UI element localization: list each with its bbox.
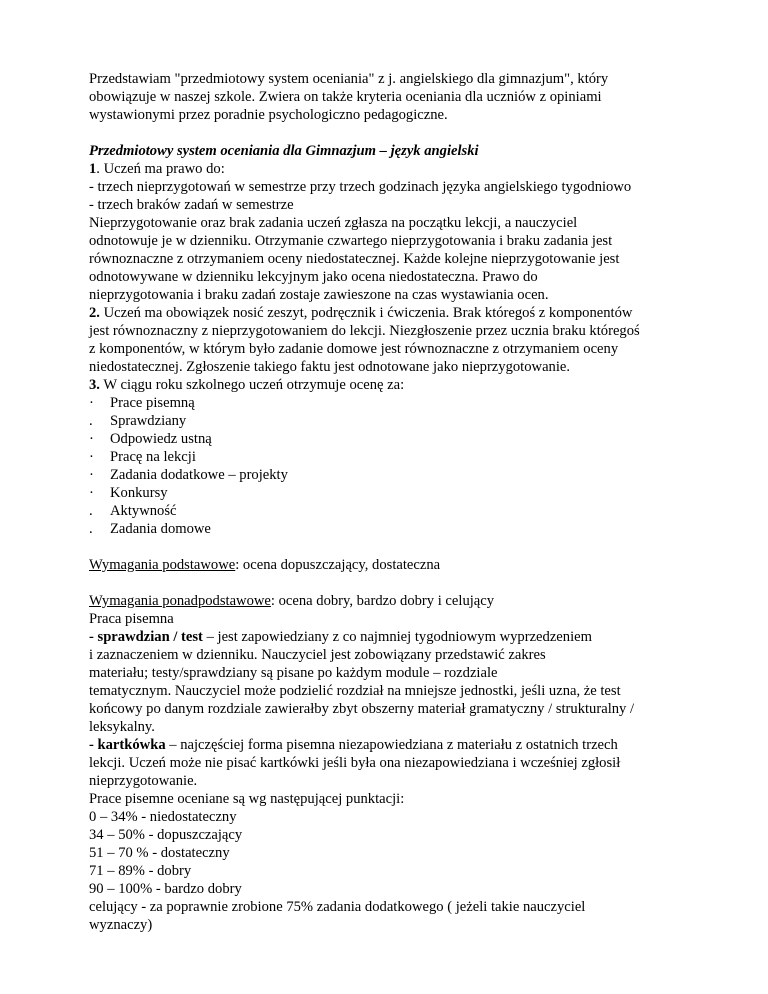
test-line-3: materiału; testy/sprawdziany są pisane po każdym module – rozdziale xyxy=(89,665,498,681)
list-bullet: · xyxy=(89,467,94,483)
quiz-line-1 xyxy=(89,736,618,754)
test-label: - sprawdzian / test xyxy=(89,629,203,645)
advanced-requirements-label: Wymagania ponadpodstawowe xyxy=(89,593,271,609)
test-line-6: leksykalny. xyxy=(89,719,155,735)
scale-row: 0 – 34% - niedostateczny xyxy=(89,809,237,825)
list-bullet: . xyxy=(89,521,93,537)
basic-requirements-label: Wymagania podstawowe xyxy=(89,557,236,573)
point-2-line-3: z komponentów, w którym było zadanie domowe jest równoznaczne z otrzymaniem oceny xyxy=(89,341,619,357)
intro-line-1: Przedstawiam "przedmiotowy system oceniania" z j. angielskiego dla gimnazjum", który xyxy=(89,71,609,87)
test-line-2: i zaznaczeniem w dzienniku. Nauczyciel jest zobowiązany przedstawić zakres xyxy=(89,647,546,663)
list-item: Zadania domowe xyxy=(110,521,211,537)
point-2-text: Uczeń ma obowiązek nosić zeszyt, podręcznik i ćwiczenia. Brak któregoś z komponentów xyxy=(99,305,633,321)
quiz-line-3: nieprzygotowanie. xyxy=(89,773,198,789)
point-1-line-7: odnotowywane w dzienniku lekcyjnym jako ocena niedostateczna. Prawo do xyxy=(89,269,538,285)
list-item: Odpowiedz ustną xyxy=(110,431,212,447)
point-1-line-6: równoznaczne z otrzymaniem oceny niedostatecznej. Każde kolejne nieprzygotowanie jest xyxy=(89,251,620,267)
intro-line-3: wystawionymi przez poradnie psychologiczno pedagogiczne. xyxy=(89,107,448,123)
point-1-text: . Uczeń ma prawo do: xyxy=(96,161,225,177)
scale-row: 51 – 70 % - dostateczny xyxy=(89,845,230,861)
intro-line-2: obowiązuje w naszej szkole. Zwiera on także kryteria oceniania dla uczniów z opiniami xyxy=(89,89,602,105)
point-2-line-2: jest równoznaczny z nieprzygotowaniem do lekcji. Niezgłoszenie przez ucznia braku któregoś xyxy=(89,323,640,339)
written-work-title: Praca pisemna xyxy=(89,611,174,627)
point-3-number: 3. xyxy=(89,377,100,393)
list-item: Konkursy xyxy=(110,485,168,501)
advanced-requirements xyxy=(89,592,494,610)
basic-requirements xyxy=(89,556,440,574)
section-heading: Przedmiotowy system oceniania dla Gimnazjum – język angielski xyxy=(89,143,479,159)
scale-row: 34 – 50% - dopuszczający xyxy=(89,827,243,843)
list-bullet: · xyxy=(89,431,94,447)
list-item: Aktywność xyxy=(110,503,177,519)
point-3-line-1 xyxy=(89,376,404,394)
point-3-text: W ciągu roku szkolnego uczeń otrzymuje ocenę za: xyxy=(99,377,405,393)
advanced-requirements-text: : ocena dobry, bardzo dobry i celujący xyxy=(270,593,495,609)
point-1-line-4: Nieprzygotowanie oraz brak zadania uczeń zgłasza na początku lekcji, a nauczyciel xyxy=(89,215,578,231)
list-item: Zadania dodatkowe – projekty xyxy=(110,467,288,483)
list-item: Sprawdziany xyxy=(110,413,187,429)
point-1-line-2: - trzech nieprzygotowań w semestrze przy trzech godzinach języka angielskiego tygodniowo xyxy=(89,179,632,195)
scale-intro: Prace pisemne oceniane są wg następującej punktacji: xyxy=(89,791,405,807)
list-item: Prace pisemną xyxy=(110,395,195,411)
list-bullet: · xyxy=(89,485,94,501)
list-bullet: · xyxy=(89,449,94,465)
point-1-line-8: nieprzygotowania i braku zadań zostaje zawieszone na czas wystawiania ocen. xyxy=(89,287,549,303)
quiz-text: – najczęściej forma pisemna niezapowiedziana z materiału z ostatnich trzech xyxy=(165,737,618,753)
list-bullet: · xyxy=(89,395,94,411)
test-line-1 xyxy=(89,628,592,646)
quiz-line-2: lekcji. Uczeń może nie pisać kartkówki jeśli była ona niezapowiedziana i wcześniej zgłosił xyxy=(89,755,621,771)
scale-row: 90 – 100% - bardzo dobry xyxy=(89,881,242,897)
list-bullet: . xyxy=(89,503,93,519)
basic-requirements-text: : ocena dopuszczający, dostateczna xyxy=(235,557,441,573)
test-line-5: końcowy po danym rozdziale zawierałby zbyt obszerny materiał gramatyczny / strukturalny / xyxy=(89,701,635,717)
excellent-line-2: wyznaczy) xyxy=(89,917,153,933)
quiz-label: - kartkówka xyxy=(89,737,166,753)
point-1-line-5: odnotowuje je w dzienniku. Otrzymanie czwartego nieprzygotowania i braku zadania jest xyxy=(89,233,613,249)
point-2-line-1 xyxy=(89,304,632,322)
scale-row: 71 – 89% - dobry xyxy=(89,863,192,879)
test-line-4: tematycznym. Nauczyciel może podzielić rozdział na mniejsze jednostki, jeśli uzna, że test xyxy=(89,683,621,699)
point-2-line-4: niedostatecznej. Zgłoszenie takiego faktu jest odnotowane jako nieprzygotowanie. xyxy=(89,359,571,375)
excellent-line-1: celujący - za poprawnie zrobione 75% zadania dodatkowego ( jeżeli takie nauczyciel xyxy=(89,899,586,915)
list-bullet: . xyxy=(89,413,93,429)
point-1-number: 1 xyxy=(89,161,97,177)
point-1-line-3: - trzech braków zadań w semestrze xyxy=(89,197,294,213)
list-item: Pracę na lekcji xyxy=(110,449,196,465)
point-1-line-1 xyxy=(89,160,225,178)
point-2-number: 2. xyxy=(89,305,100,321)
test-text: – jest zapowiedziany z co najmniej tygodniowym wyprzedzeniem xyxy=(202,629,592,645)
